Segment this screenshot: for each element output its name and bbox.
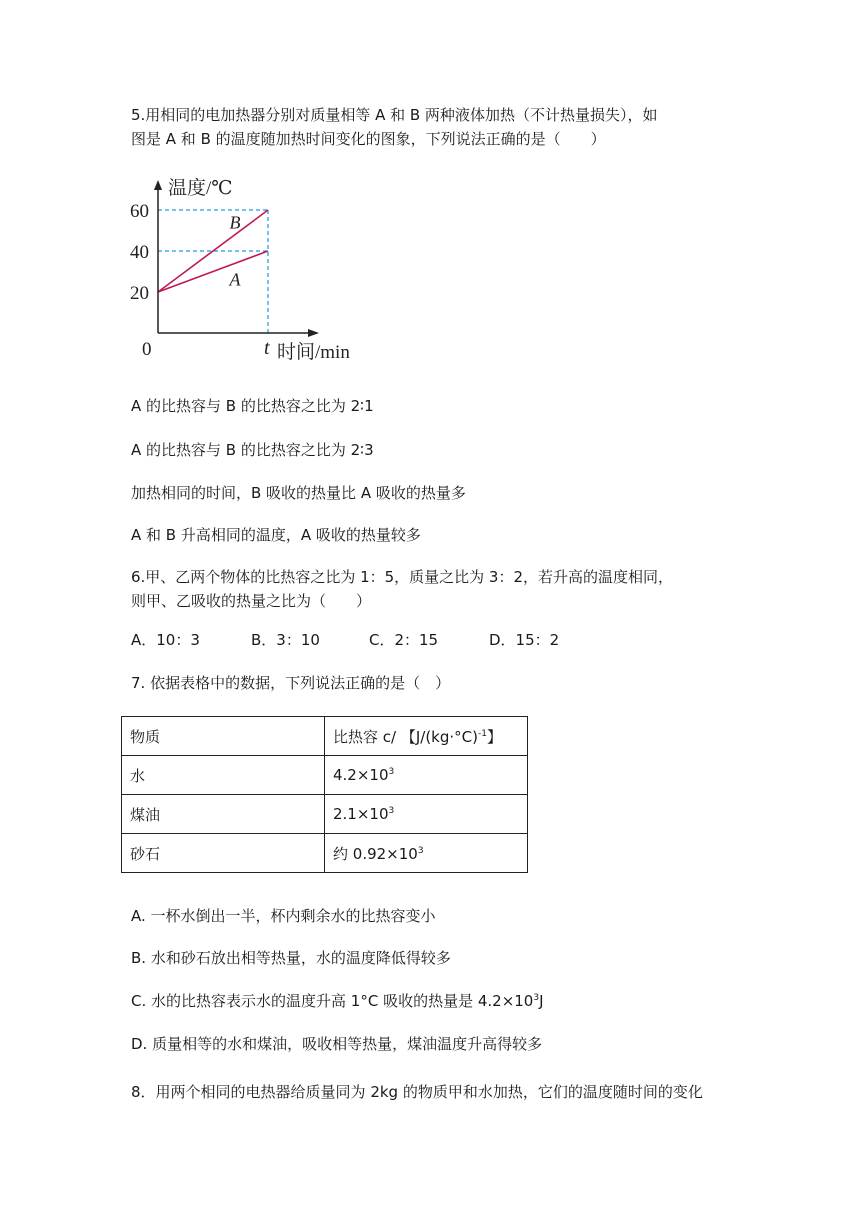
- q6-option-d[interactable]: D．15：2: [489, 631, 560, 649]
- x-axis-title: 时间/min: [277, 342, 350, 363]
- specific-heat-table: [121, 716, 528, 873]
- q5-option-3[interactable]: 加热相同的时间，B 吸收的热量比 A 吸收的热量多: [131, 484, 466, 502]
- x-tick-label-t: t: [264, 337, 270, 359]
- table-row: [122, 834, 528, 873]
- q5-option-2[interactable]: A 的比热容与 B 的比热容之比为 2∶3: [131, 441, 374, 459]
- table-cell-value: $2.1\times 10^3$: [325, 795, 528, 834]
- y-tick-label-60: 60: [130, 201, 149, 222]
- chart-axes: [154, 180, 319, 337]
- y-tick-label-20: 20: [130, 283, 149, 304]
- q6-option-b[interactable]: B．3：10: [251, 631, 320, 649]
- x-tick-label-0: 0: [142, 339, 152, 360]
- q5-stem-line2: 图是 A 和 B 的温度随加热时间变化的图象，下列说法正确的是（ ）: [131, 130, 606, 148]
- temperature-time-chart: [118, 170, 368, 370]
- q5-stem-line1: 5.用相同的电加热器分别对质量相等 A 和 B 两种液体加热（不计热量损失），如: [131, 106, 658, 124]
- x-axis-arrow: [308, 329, 319, 337]
- table-header-substance: 物质: [122, 717, 325, 756]
- table-header-heat-capacity: 比热容 c/ 【$J/(kg\cdot^\circ C)^{-1}$】: [325, 717, 528, 756]
- table-row: [122, 756, 528, 795]
- q7-option-b[interactable]: B. 水和砂石放出相等热量，水的温度降低得较多: [131, 949, 451, 967]
- q8-stem-line1: 8．用两个相同的电热器给质量同为 2kg 的物质甲和水加热，它们的温度随时间的变化: [131, 1083, 703, 1101]
- q6-stem-line2: 则甲、乙吸收的热量之比为（ ）: [131, 592, 372, 610]
- table-row: [122, 795, 528, 834]
- y-tick-label-40: 40: [130, 242, 149, 263]
- table-cell-substance: 砂石: [122, 834, 325, 873]
- q7-option-a[interactable]: A. 一杯水倒出一半，杯内剩余水的比热容变小: [131, 907, 436, 925]
- q5-option-4[interactable]: A 和 B 升高相同的温度，A 吸收的热量较多: [131, 526, 421, 544]
- q7-stem: 7. 依据表格中的数据，下列说法正确的是（ ）: [131, 674, 451, 692]
- q6-option-c[interactable]: C．2：15: [369, 631, 439, 649]
- table-cell-substance: 煤油: [122, 795, 325, 834]
- y-axis-title: 温度/℃: [168, 178, 233, 199]
- q6-option-a[interactable]: A．10：3: [131, 631, 200, 649]
- series-line-A: [158, 251, 268, 292]
- q7-option-c[interactable]: C. 水的比热容表示水的温度升高 1°C 吸收的热量是 $4.2\times 10^3J$: [131, 992, 544, 1010]
- table-cell-value: $4.2\times 10^3$: [325, 756, 528, 795]
- q5-option-1[interactable]: A 的比热容与 B 的比热容之比为 2∶1: [131, 397, 374, 415]
- y-axis-arrow: [154, 180, 162, 190]
- chart-labels: [130, 177, 350, 363]
- table-header-row: [122, 717, 528, 756]
- q6-stem-line1: 6.甲、乙两个物体的比热容之比为 1：5，质量之比为 3：2，若升高的温度相同，: [131, 568, 674, 586]
- table-cell-value: 约 $0.92\times 10^3$: [325, 834, 528, 873]
- q7-option-d[interactable]: D. 质量相等的水和煤油，吸收相等热量，煤油温度升高得较多: [131, 1035, 543, 1053]
- series-label-A: A: [229, 269, 241, 290]
- table-cell-substance: 水: [122, 756, 325, 795]
- series-label-B: B: [229, 212, 241, 233]
